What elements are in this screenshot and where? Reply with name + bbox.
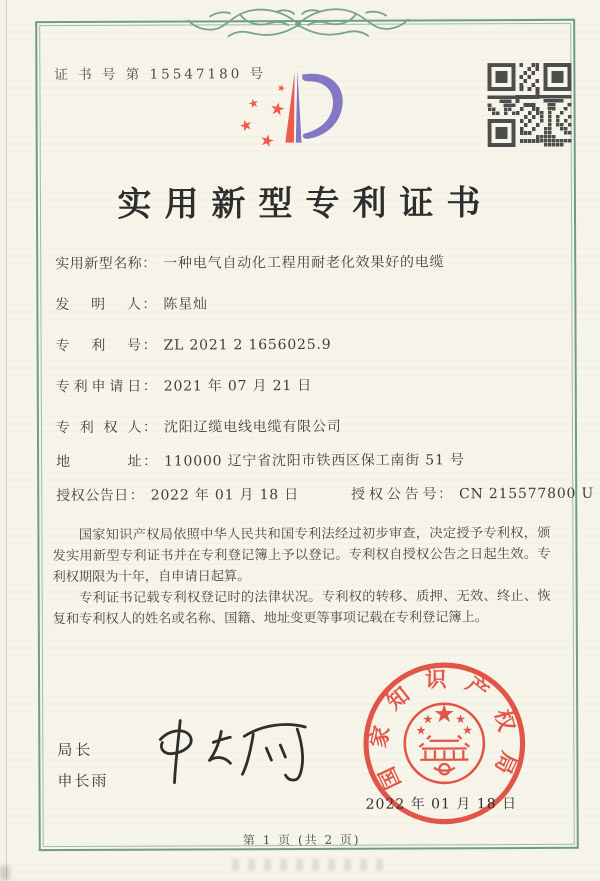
- national-emblem-icon: [405, 704, 484, 783]
- field-address: 地址 ： 110000 辽宁省沈阳市铁西区保工南街 51 号: [56, 449, 564, 472]
- field-value: 陈星灿: [163, 296, 208, 313]
- legal-paragraph-2: 专利证书记载专利权登记时的法律状况。专利权的转移、质押、无效、终止、恢复和专利权人的姓名或名称、国籍、地址变更等事项记载在专利登记簿上。: [52, 588, 551, 628]
- seal-date: 2022 年 01 月 18 日: [365, 796, 518, 813]
- scan-smudge: [0, 866, 10, 880]
- field-filing-date: 专利申请日 ： 2021 年 07 月 21 日: [56, 374, 564, 397]
- page-number: 第 1 页 (共 2 页): [242, 832, 361, 848]
- field-inventor: 发明人 ： 陈星灿: [55, 292, 563, 315]
- field-label: 专利权人: [55, 419, 142, 437]
- field-value: 110000 辽宁省沈阳市铁西区保工南街 51 号: [164, 452, 465, 470]
- field-label: 授权公告日: [56, 487, 129, 505]
- field-value: 一种电气自动化工程用耐老化效果好的电缆: [163, 254, 445, 272]
- field-grant-row: 授权公告日 ： 2022 年 01 月 18 日 授权公告号 ： CN 215577800 U: [56, 483, 564, 506]
- seal-text: 国家知识产权局: [366, 667, 523, 793]
- signer-name: 申长雨: [57, 771, 109, 791]
- signer-block: [57, 739, 108, 791]
- field-label: 地址: [56, 453, 143, 471]
- qr-code: [487, 63, 571, 147]
- fields-block: [55, 251, 595, 526]
- field-value: 2022 年 01 月 18 日: [150, 487, 300, 504]
- field-value: CN 215577800 U: [459, 485, 595, 503]
- cnipa-logo-icon: [231, 58, 365, 165]
- grant-number-pair: 授权公告号 ： CN 215577800 U: [351, 483, 594, 504]
- field-patent-number: 专利号 ： ZL 2021 2 1656025.9: [56, 333, 564, 356]
- field-utility-name: 实用新型名称 ： 一种电气自动化工程用耐老化效果好的电缆: [55, 251, 563, 274]
- legal-text: [52, 523, 550, 630]
- field-label: 授权公告号: [351, 486, 438, 503]
- certificate-title: 实用新型专利证书: [117, 183, 494, 225]
- certificate-number: 证 书 号 第 15547180 号: [54, 66, 267, 84]
- field-label: 发明人: [55, 296, 142, 314]
- field-value: 沈阳辽缆电线电缆有限公司: [163, 418, 342, 436]
- field-label: 专利申请日: [55, 378, 142, 396]
- field-value: 2021 年 07 月 21 日: [163, 377, 313, 395]
- legal-paragraph-1: 国家知识产权局依照中华人民共和国专利法经过初步审查，决定授予专利权，颁发实用新型专利证书并在专利登记簿上予以登记。专利权自授权公告之日起生效。专利权期限为十年，自申请日起算。: [52, 525, 551, 586]
- bleed-through-artifact: [232, 859, 392, 871]
- dragon-ornament-icon: [180, 1, 416, 44]
- field-patentee: 专利权人 ： 沈阳辽缆电线电缆有限公司: [56, 415, 564, 438]
- signer-title: 局长: [57, 740, 94, 760]
- field-label: 实用新型名称: [55, 255, 143, 273]
- field-value: ZL 2021 2 1656025.9: [163, 336, 332, 354]
- director-signature: [147, 714, 325, 797]
- field-label: 专利号: [55, 337, 142, 355]
